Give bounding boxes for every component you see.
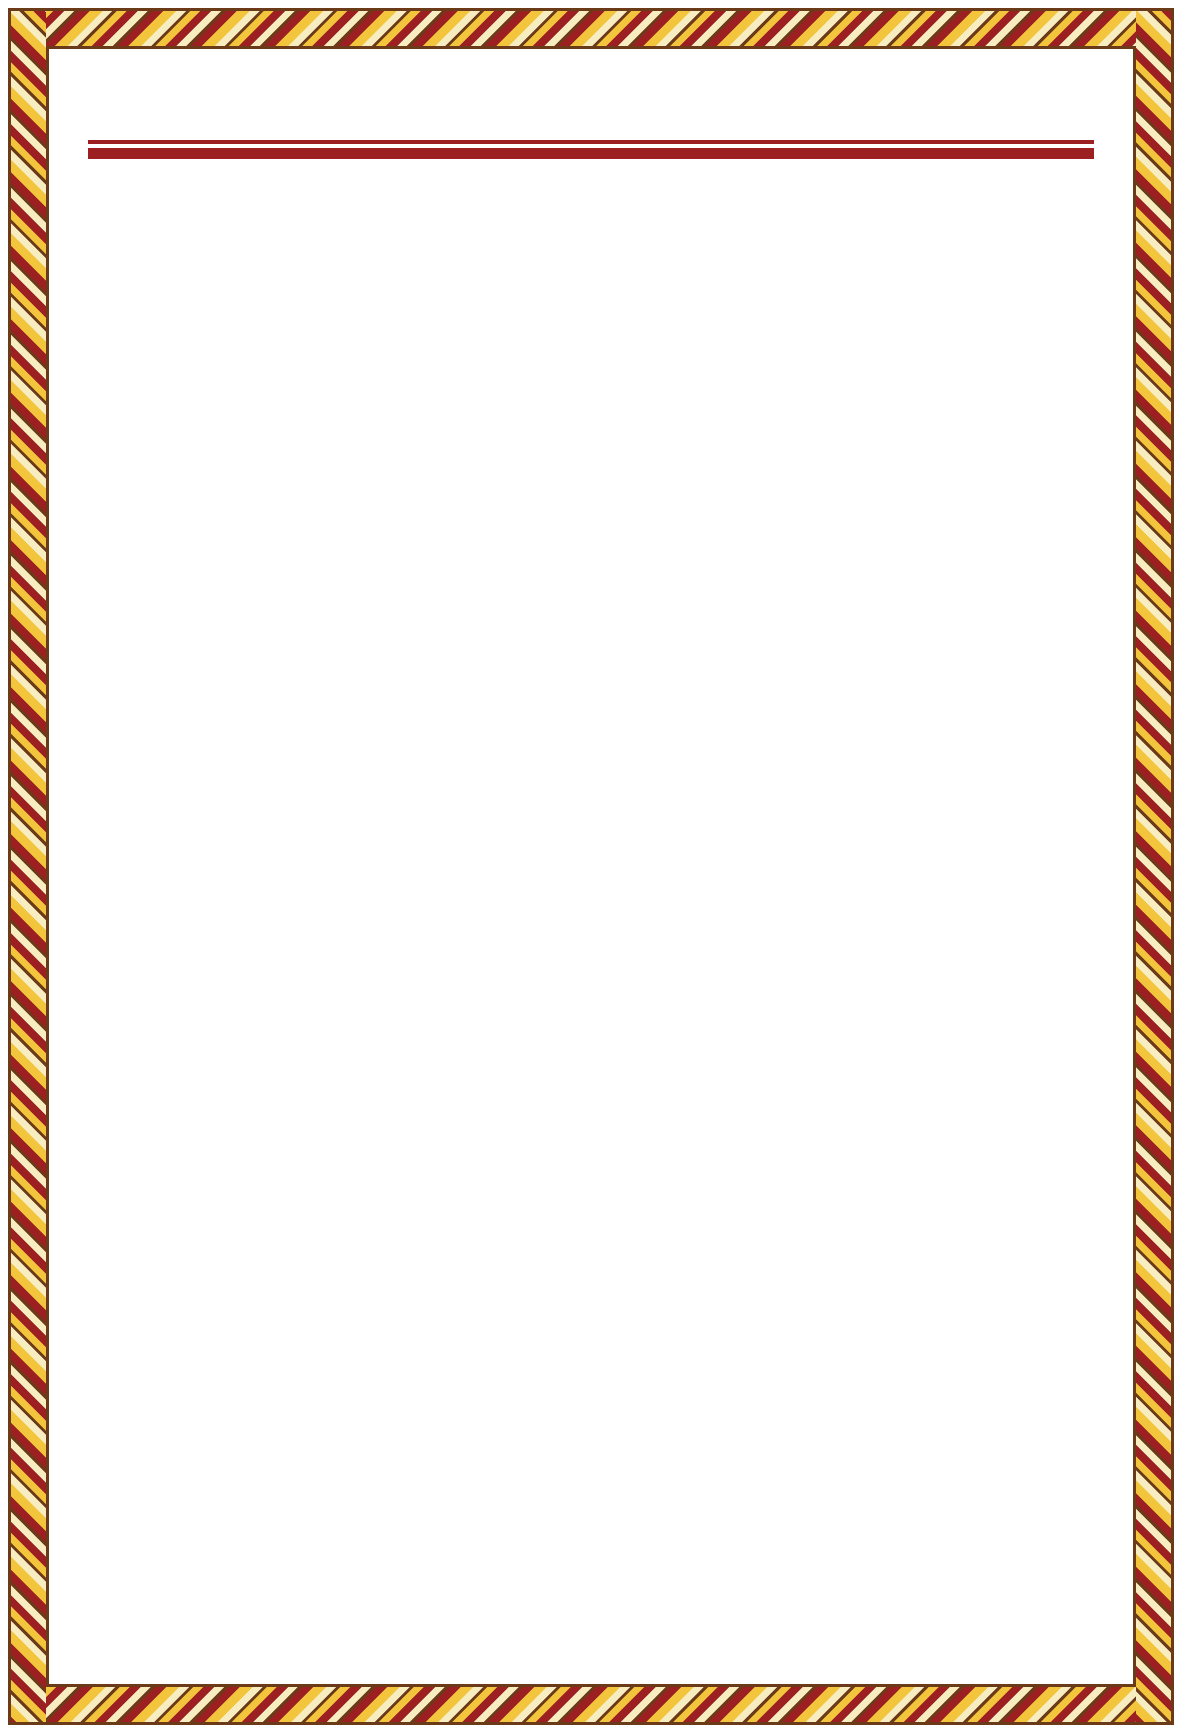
- border-braid-bottom: [8, 1687, 1174, 1725]
- border-braid-top: [8, 8, 1174, 46]
- page-content: [52, 52, 1130, 1681]
- header-divider: [88, 140, 1094, 159]
- divider-thick-line: [88, 148, 1094, 159]
- page-header: [86, 74, 1096, 136]
- border-braid-left: [8, 8, 46, 1725]
- border-braid-right: [1136, 8, 1174, 1725]
